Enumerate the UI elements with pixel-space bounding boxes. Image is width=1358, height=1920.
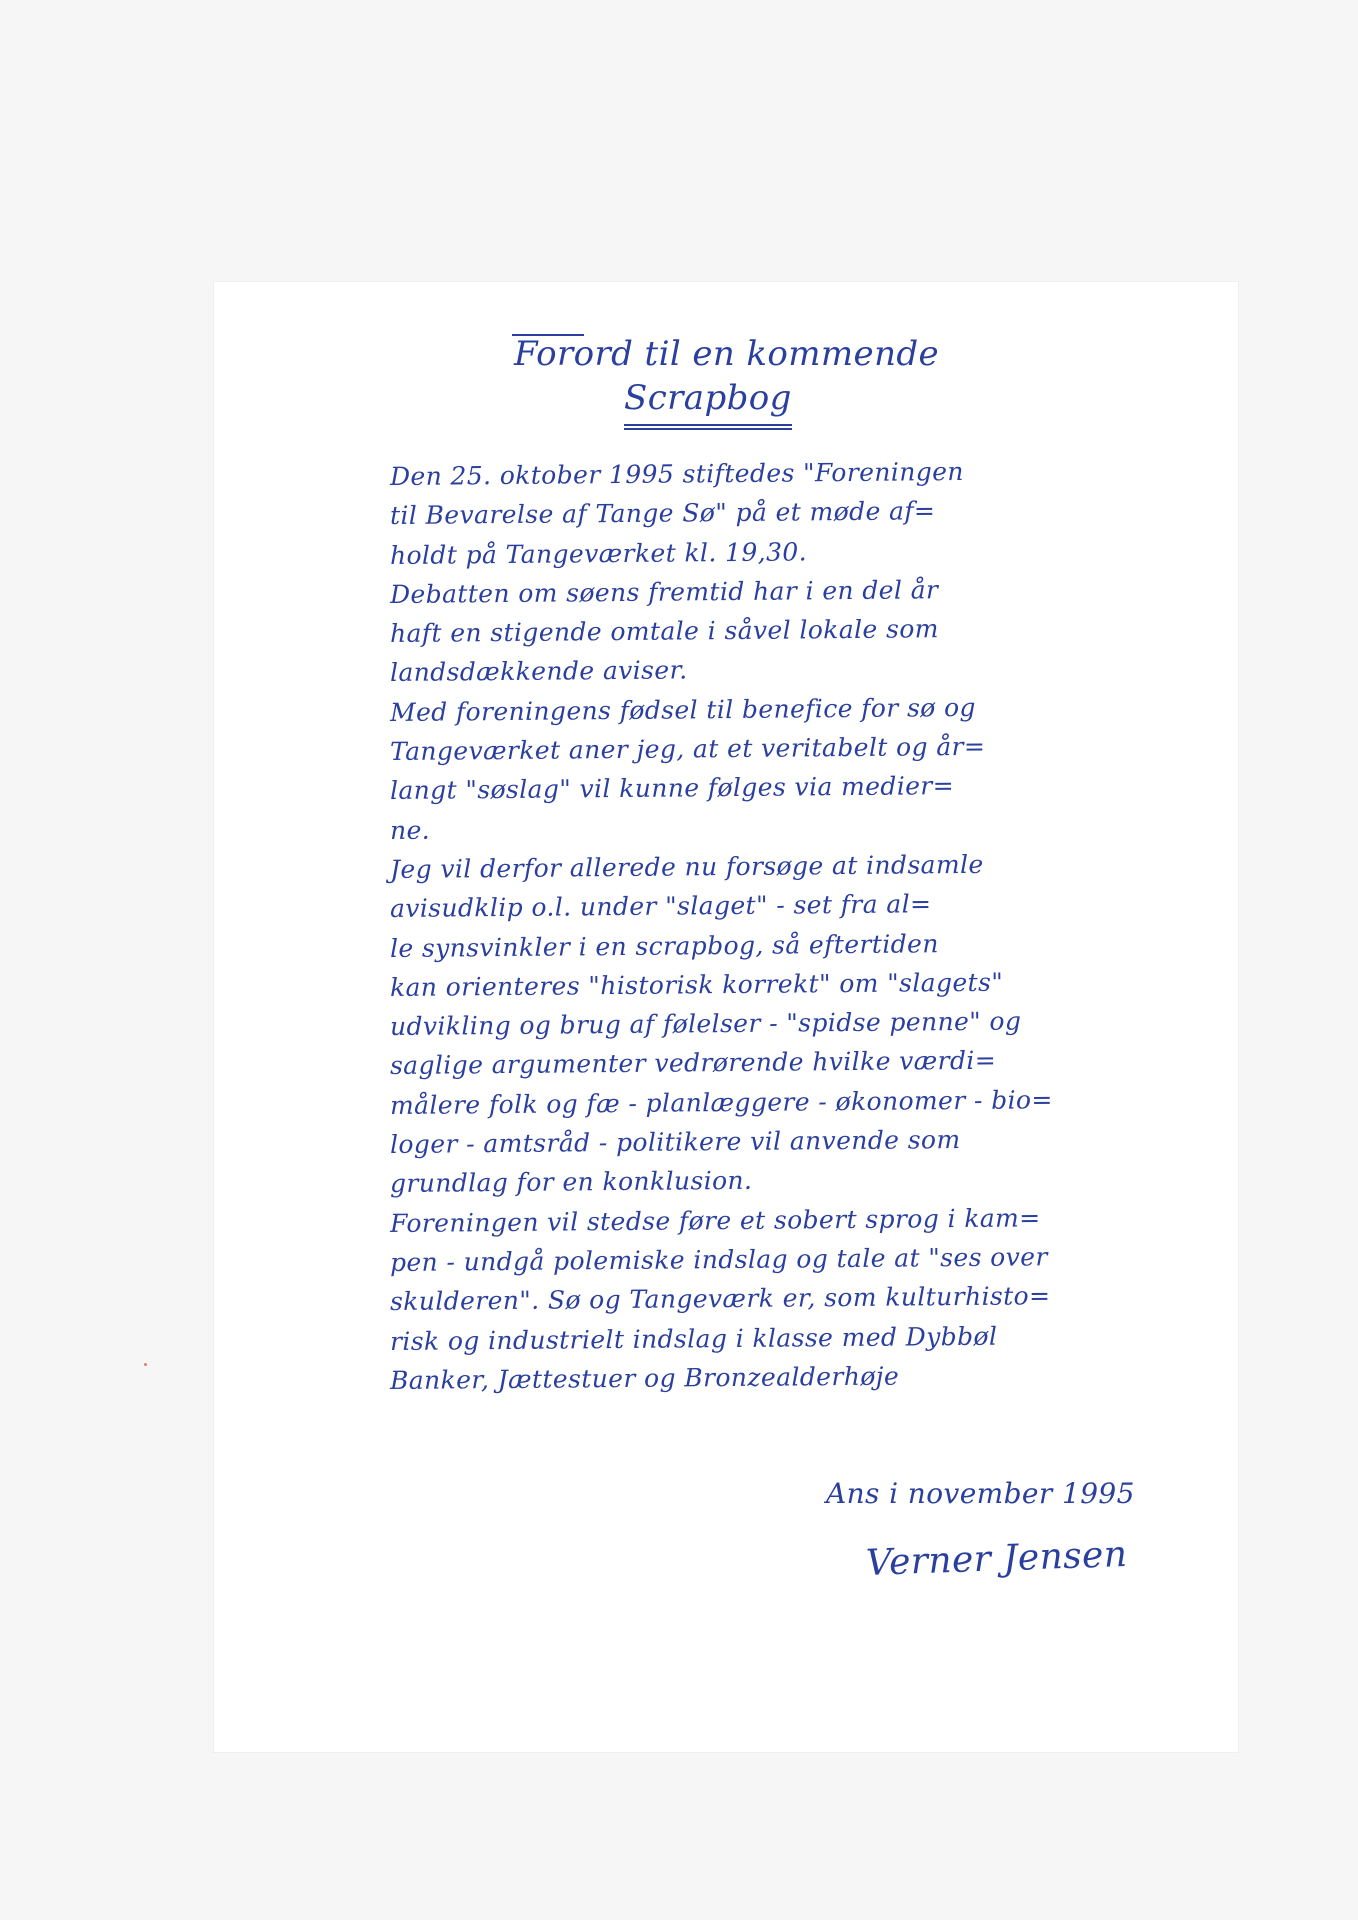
letter-sheet	[214, 282, 1238, 1752]
body-line: skulderen". Sø og Tangeværk er, som kulturhisto=	[389, 1281, 1051, 1317]
body-line: langt "søslag" vil kunne følges via medier=	[389, 771, 955, 806]
document-title: Forord til en kommende	[514, 334, 940, 374]
scan-speck	[144, 1363, 147, 1366]
body-line: grundlag for en konklusion.	[389, 1166, 753, 1199]
document-subtitle-wrap	[624, 376, 1114, 426]
body-line: målere folk og fæ - planlæggere - økonomer - bio=	[389, 1084, 1053, 1120]
body-line: Den 25. oktober 1995 stiftedes "Foreningen	[389, 456, 964, 491]
body-line: Foreningen vil stedse føre et sobert sprog i kam=	[389, 1202, 1041, 1238]
body-line: loger - amtsråd - politikere vil anvende som	[389, 1125, 961, 1160]
body-line: Debatten om søens fremtid har i en del år	[389, 575, 939, 609]
body-line: saglige argumenter vedrørende hvilke værdi=	[389, 1046, 997, 1081]
body-line: ne.	[389, 815, 431, 845]
body-line: Jeg vil derfor allerede nu forsøge at indsamle	[389, 849, 984, 884]
body-line: holdt på Tangeværket kl. 19,30.	[389, 536, 808, 570]
title-overline	[512, 334, 584, 336]
body-line: pen - undgå polemiske indslag og tale at "ses over	[389, 1242, 1048, 1277]
signature: Verner Jensen	[865, 1533, 1128, 1584]
body-line: risk og industrielt indslag i klasse med Dybbøl	[389, 1321, 998, 1356]
body-line: kan orienteres "historisk korrekt" om "slagets"	[389, 967, 1004, 1002]
closing-block	[826, 1474, 1226, 1586]
body-line: Tangeværket aner jeg, at et veritabelt og år=	[389, 731, 986, 767]
place-date: Ans i november 1995	[826, 1477, 1135, 1510]
title-block	[514, 332, 1114, 426]
body-line: haft en stigende omtale i såvel lokale som	[389, 614, 939, 649]
body-line: landsdækkende aviser.	[389, 655, 688, 688]
body-line: avisudklip o.l. under "slaget" - set fra al=	[389, 889, 932, 924]
body-line: le synsvinkler i en scrapbog, så eftertiden	[389, 928, 939, 963]
letter-body	[390, 457, 1230, 1400]
body-line: til Bevarelse af Tange Sø" på et møde af=	[389, 496, 936, 531]
body-line: udvikling og brug af følelser - "spidse penne" og	[389, 1006, 1022, 1042]
body-line: Med foreningens fødsel til benefice for sø og	[389, 692, 977, 727]
body-line: Banker, Jættestuer og Bronzealderhøje	[389, 1361, 900, 1395]
document-subtitle: Scrapbog	[624, 376, 792, 426]
